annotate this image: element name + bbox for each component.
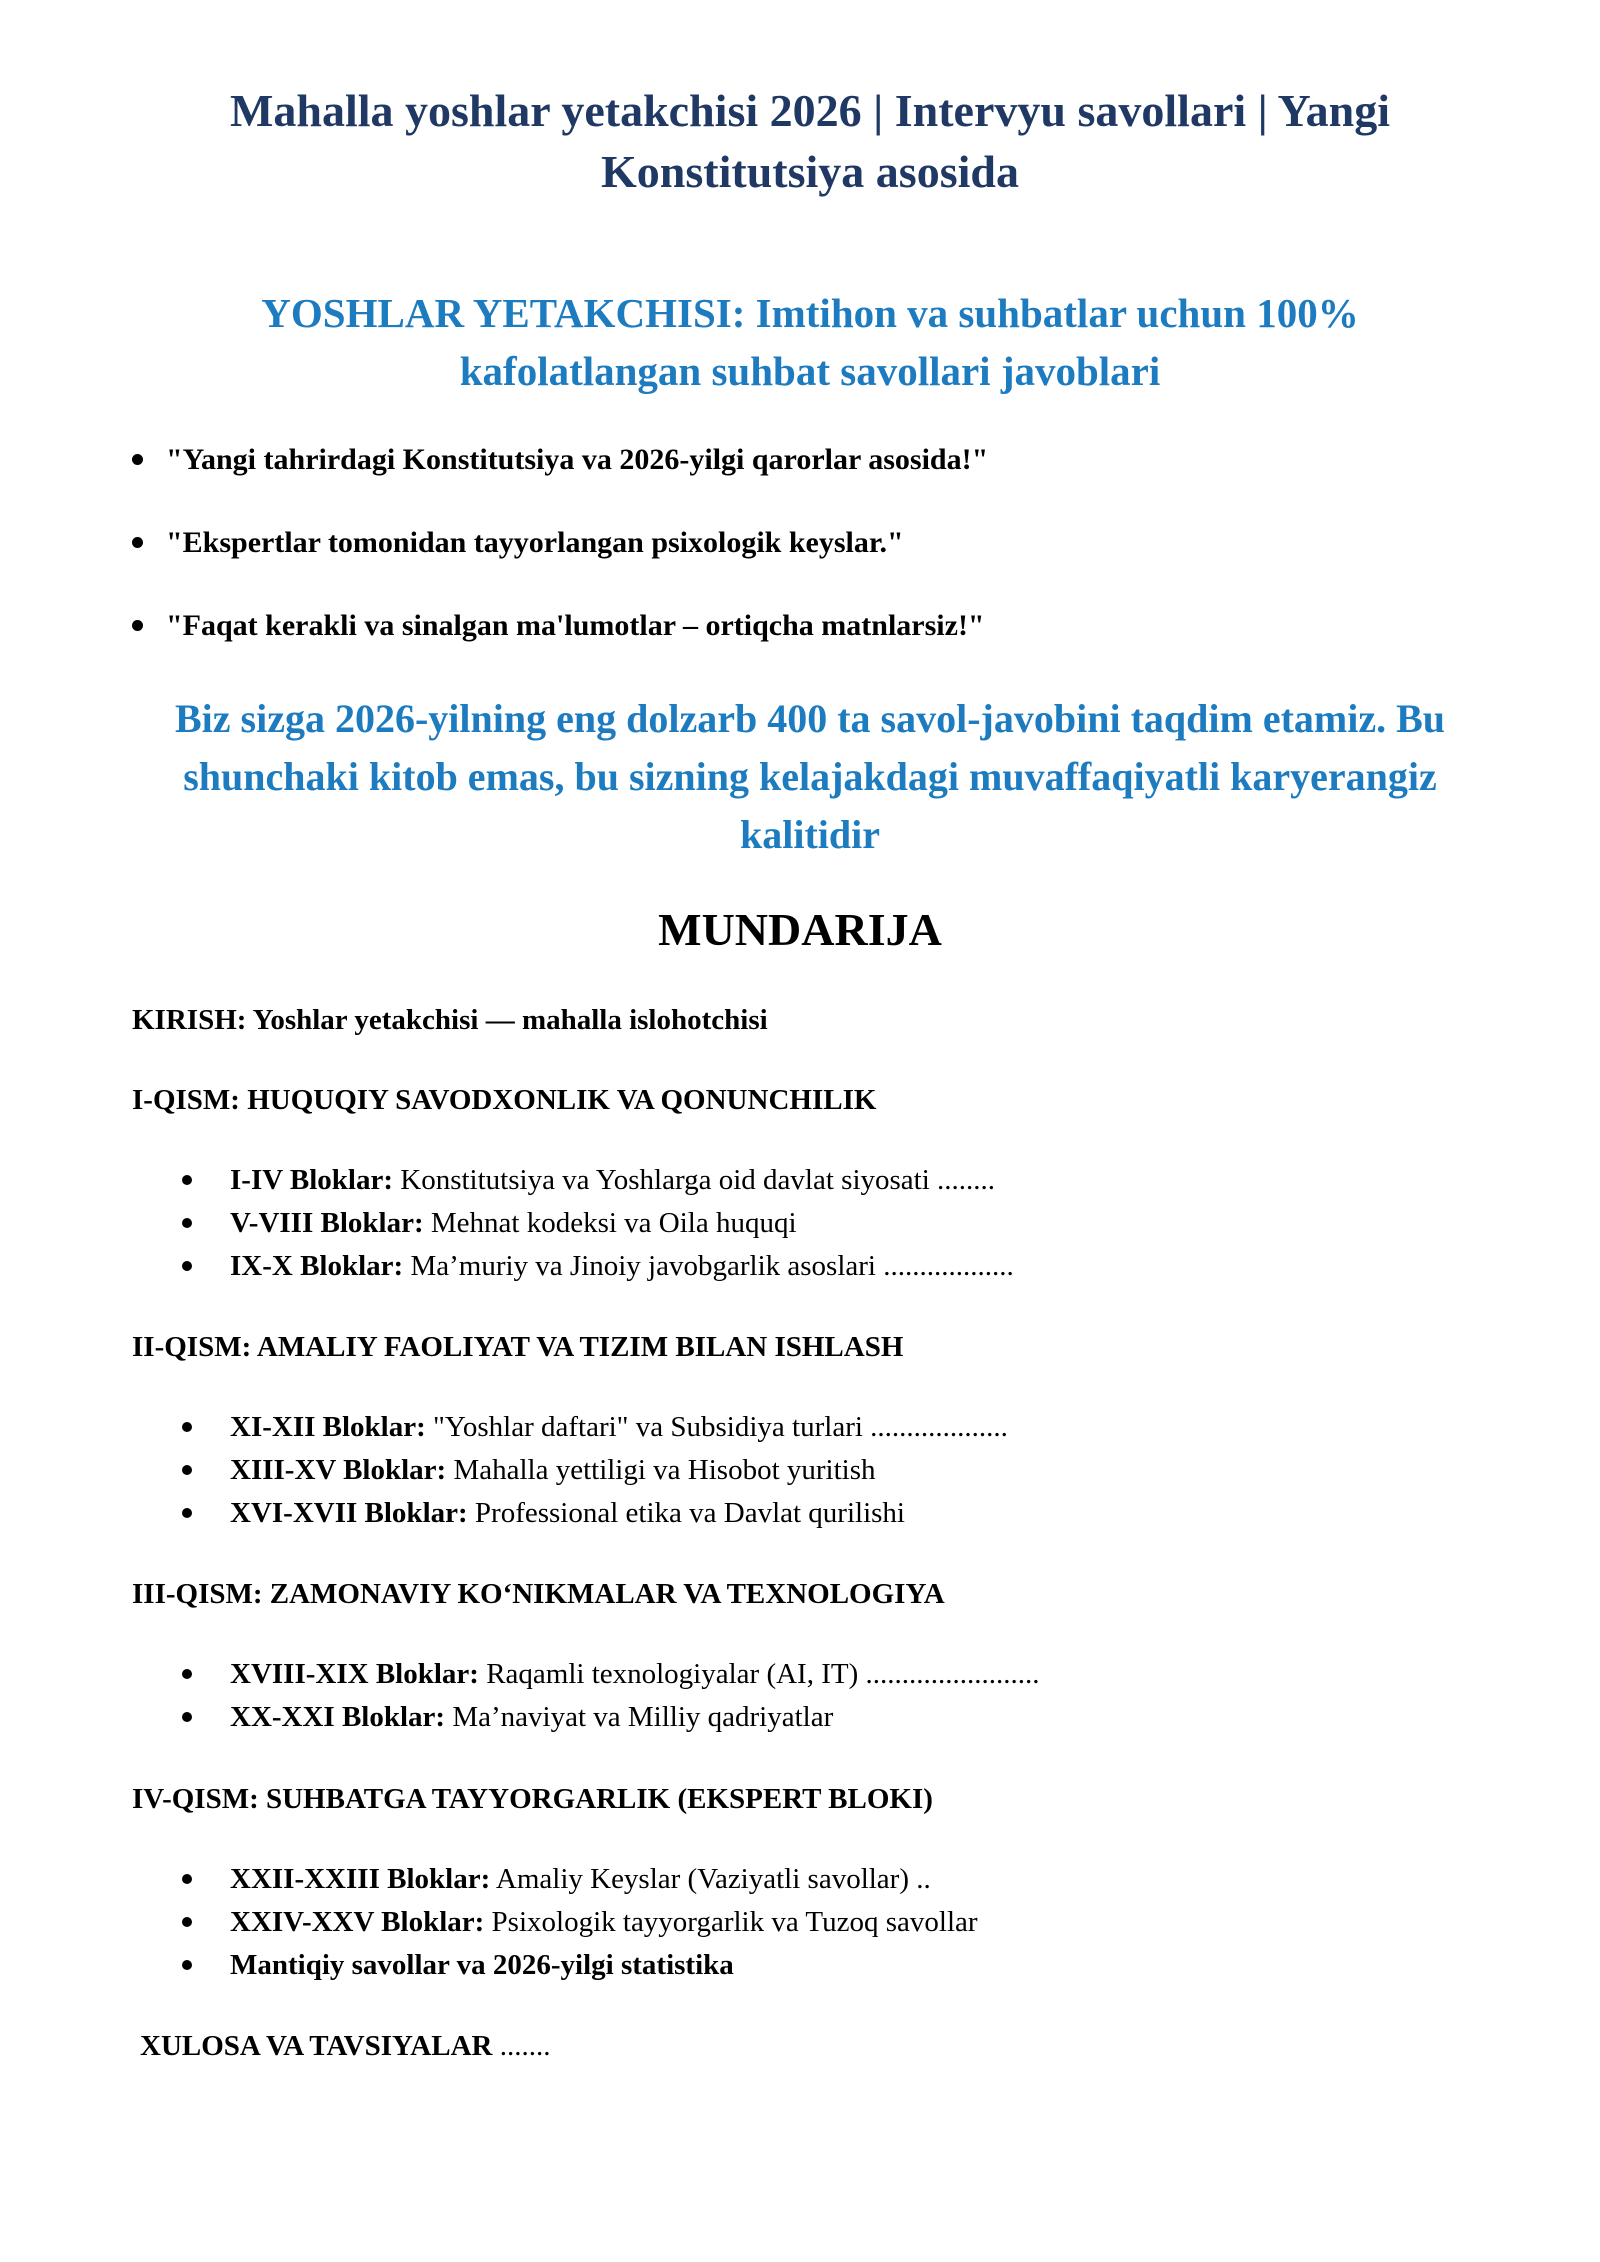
bullet-icon [182, 1712, 192, 1722]
toc-title: MUNDARIJA [658, 904, 942, 955]
bullet-icon [182, 1422, 192, 1432]
toc-item: Mantiqiy savollar va 2026-yilgi statistika [182, 1945, 734, 1985]
bullet-icon [182, 1465, 192, 1475]
toc-item: XVI-XVII Bloklar: Professional etika va Davlat qurilishi [182, 1493, 905, 1533]
toc-conclusion: XULOSA VA TAVSIYALAR ....... [140, 2030, 551, 2062]
toc-part-title: III-QISM: ZAMONAVIY KO‘NIKMALAR VA TEXNOLOGIYA [132, 1578, 945, 1610]
toc-item: I-IV Bloklar: Konstitutsiya va Yoshlarga oid davlat siyosati ........ [182, 1160, 995, 1200]
promo-text: Biz sizga 2026-yilning eng dolzarb 400 ta savol-javobini taqdim etamiz. Bu shunchaki kitob emas, bu sizning kelajakdagi muvaffaqiyatli karyerangiz kalitidir [174, 696, 1446, 857]
toc-item: IX-X Bloklar: Ma’muriy va Jinoiy javobgarlik asoslari .................. [182, 1246, 1014, 1286]
bullet-icon [182, 1261, 192, 1271]
bullet-icon [182, 1917, 192, 1927]
document-subtitle: YOSHLAR YETAKCHISI: Imtihon va suhbatlar uchun 100% kafolatlangan suhbat savollari javoblari [261, 290, 1359, 394]
bullet-icon [132, 537, 143, 548]
bullet-icon [182, 1218, 192, 1228]
claim-item: "Yangi tahrirdagi Konstitutsiya va 2026-yilgi qarorlar asosida!" [132, 440, 1432, 480]
toc-intro: KIRISH: Yoshlar yetakchisi — mahalla islohotchisi [132, 1004, 768, 1036]
toc-item: XI-XII Bloklar: "Yoshlar daftari" va Subsidiya turlari ................... [182, 1407, 1008, 1447]
document-title: Mahalla yoshlar yetakchisi 2026 | Intervyu savollari | Yangi Konstitutsiya asosida [229, 85, 1391, 197]
toc-item: V-VIII Bloklar: Mehnat kodeksi va Oila huquqi [182, 1203, 797, 1243]
claim-item: "Faqat kerakli va sinalgan ma'lumotlar – ortiqcha matnlarsiz!" [132, 606, 1432, 646]
toc-part-title: IV-QISM: SUHBATGA TAYYORGARLIK (EKSPERT BLOKI) [132, 1783, 933, 1815]
toc-item: XXII-XXIII Bloklar: Amaliy Keyslar (Vaziyatli savollar) .. [182, 1859, 931, 1899]
toc-part-title: I-QISM: HUQUQIY SAVODXONLIK VA QONUNCHILIK [132, 1084, 877, 1116]
bullet-icon [182, 1960, 192, 1970]
bullet-icon [132, 620, 143, 631]
toc-part-title: II-QISM: AMALIY FAOLIYAT VA TIZIM BILAN ISHLASH [132, 1331, 904, 1363]
toc-item: XX-XXI Bloklar: Ma’naviyat va Milliy qadriyatlar [182, 1697, 833, 1737]
bullet-icon [182, 1508, 192, 1518]
bullet-icon [182, 1669, 192, 1679]
claims-list [132, 440, 1432, 689]
claim-item: "Ekspertlar tomonidan tayyorlangan psixologik keyslar." [132, 523, 1432, 563]
bullet-icon [182, 1175, 192, 1185]
bullet-icon [182, 1874, 192, 1884]
toc-item: XXIV-XXV Bloklar: Psixologik tayyorgarlik va Tuzoq savollar [182, 1902, 978, 1942]
toc-item: XIII-XV Bloklar: Mahalla yettiligi va Hisobot yuritish [182, 1450, 876, 1490]
bullet-icon [132, 454, 143, 465]
toc-item: XVIII-XIX Bloklar: Raqamli texnologiyalar (AI, IT) ........................ [182, 1654, 1039, 1694]
